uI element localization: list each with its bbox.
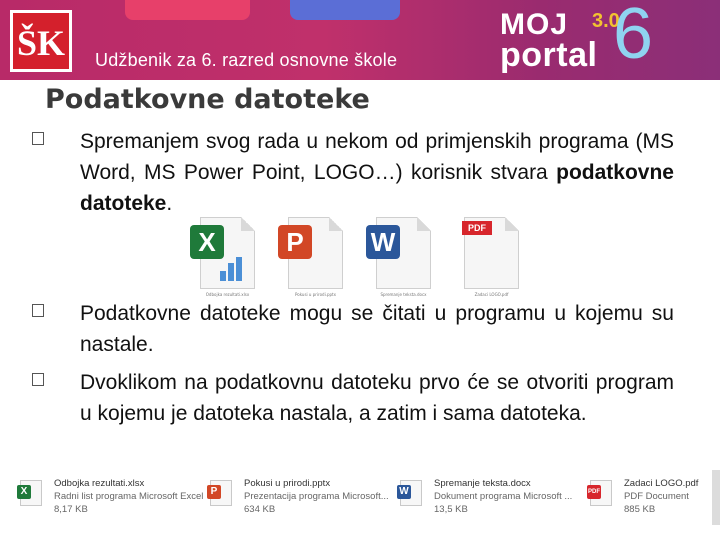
- sk-logo-icon: [15, 15, 67, 67]
- bullet-text: Spremanjem svog rada u nekom od primjenskih programa (MS Word, MS Power Point, LOGO…) korisnik stvara podatkovne datoteke.: [80, 130, 674, 215]
- banner-tab-decoration: [290, 0, 400, 20]
- excel-file-icon: X: [20, 480, 42, 506]
- file-name: Odbojka rezultati.xlsx: [54, 478, 145, 489]
- pdf-file-icon: PDF Zadaci LOGO.pdf: [454, 215, 524, 300]
- excel-file-icon: X Odbojka rezultati.xlsx: [190, 215, 260, 300]
- bullet-text: Podatkovne datoteke mogu se čitati u programu u kojemu su nastale.: [80, 302, 674, 356]
- logo-text: ŠK: [16, 23, 66, 63]
- brand-moj: MOJ: [500, 8, 569, 41]
- file-name: Spremanje teksta.docx: [434, 478, 531, 489]
- file-size: 885 KB: [624, 504, 656, 515]
- header-banner: [0, 0, 720, 80]
- file-item-excel[interactable]: [20, 472, 210, 520]
- file-item-pdf[interactable]: [590, 472, 710, 520]
- file-type: Radni list programa Microsoft Excel: [54, 491, 204, 502]
- brand-portal: portal: [500, 36, 598, 74]
- moj-portal-brand: [495, 0, 695, 76]
- window-edge: [712, 470, 720, 525]
- icon-caption: Zadaci LOGO.pdf: [474, 292, 509, 297]
- file-list: [20, 472, 710, 520]
- file-size: 13,5 KB: [434, 504, 468, 515]
- file-icons-illustration: [190, 215, 525, 300]
- word-file-icon: W: [400, 480, 422, 506]
- file-type: PDF Document: [624, 491, 689, 502]
- pdf-file-icon: PDF: [590, 480, 612, 506]
- bullet-box-icon: [32, 132, 44, 145]
- brand-version: 3.0: [592, 10, 620, 32]
- publisher-logo: [10, 10, 72, 72]
- file-size: 634 KB: [244, 504, 276, 515]
- file-name: Pokusi u prirodi.pptx: [244, 478, 331, 489]
- icon-caption: Odbojka rezultati.xlsx: [205, 292, 250, 297]
- bullet-text: Dvoklikom na podatkovnu datoteku prvo će se otvoriti program u kojemu je datoteka nastala, a zatim i sama datoteka.: [80, 371, 674, 425]
- powerpoint-file-icon: P: [210, 480, 232, 506]
- icon-caption: Spremanje teksta.docx: [380, 292, 427, 297]
- textbook-subtitle: Udžbenik za 6. razred osnovne škole: [95, 50, 398, 70]
- bullet-box-icon: [32, 304, 44, 317]
- bullet-box-icon: [32, 373, 44, 386]
- file-item-powerpoint[interactable]: [210, 472, 400, 520]
- brand-grade: 6: [613, 0, 654, 74]
- file-type: Prezentacija programa Microsoft...: [244, 491, 389, 502]
- slide-title: Podatkovne datoteke: [45, 84, 370, 115]
- file-type: Dokument programa Microsoft ...: [434, 491, 573, 502]
- icon-caption: Pokusi u prirodi.pptx: [295, 292, 336, 297]
- powerpoint-file-icon: P Pokusi u prirodi.pptx: [278, 215, 348, 300]
- file-item-word[interactable]: [400, 472, 590, 520]
- bullet-bold-term: podatkovne datoteke: [80, 161, 674, 215]
- banner-tab-decoration: [125, 0, 250, 20]
- file-size: 8,17 KB: [54, 504, 88, 515]
- word-file-icon: W Spremanje teksta.docx: [366, 215, 436, 300]
- file-name: Zadaci LOGO.pdf: [624, 478, 699, 489]
